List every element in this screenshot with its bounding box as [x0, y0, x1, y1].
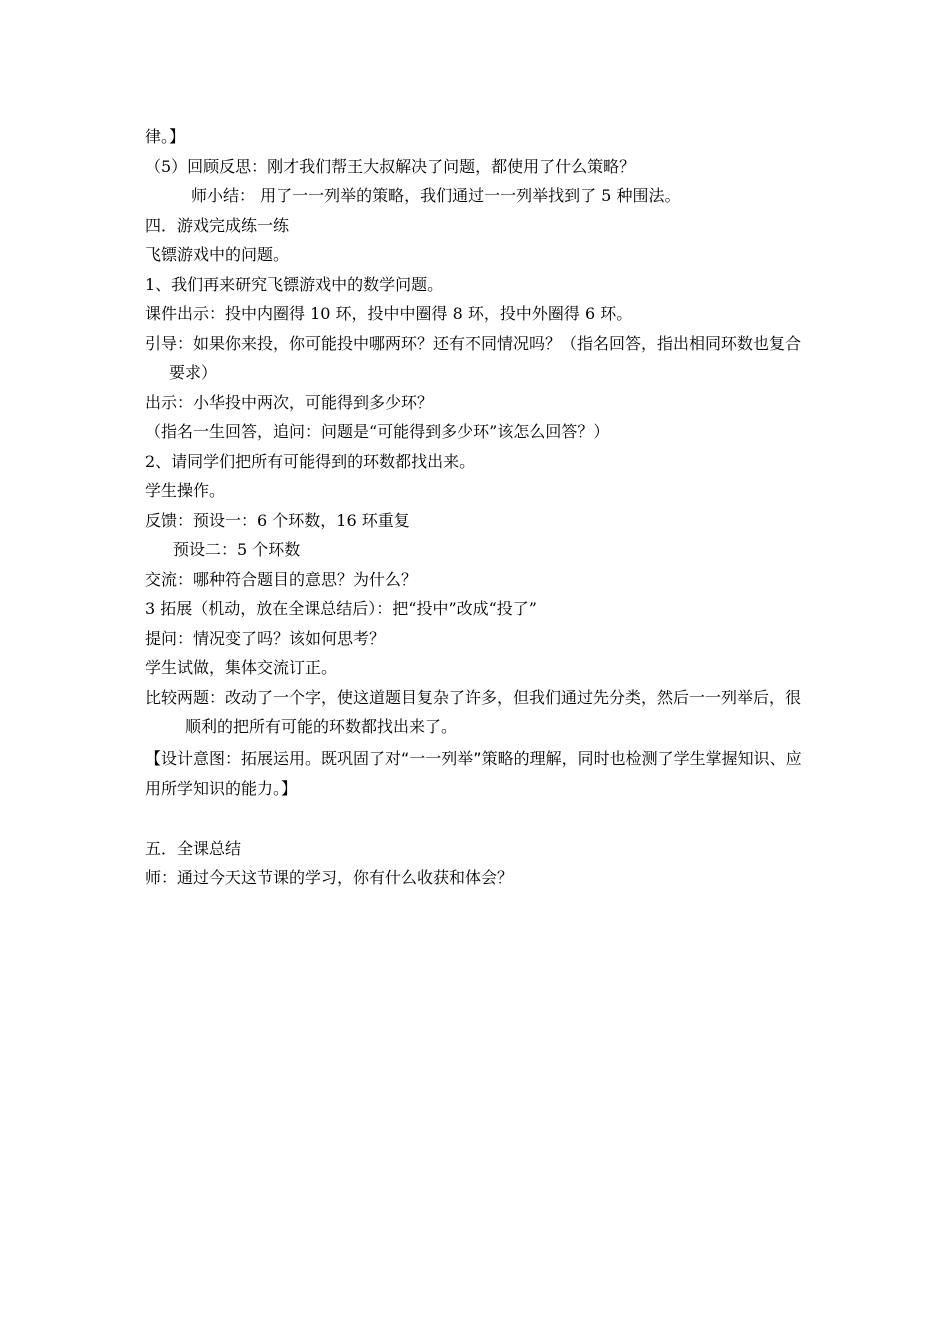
text-line: 课件出示：投中内圈得 10 环，投中中圈得 8 环，投中外圈得 6 环。: [145, 304, 633, 323]
text-line: （5）回顾反思：刚才我们帮王大叔解决了问题，都使用了什么策略？: [145, 156, 636, 176]
text-line: 预设二：5 个环数: [173, 540, 301, 559]
text-line: 律。】: [145, 127, 186, 146]
text-line: 学生操作。: [145, 481, 226, 500]
text-line: 交流：哪种符合题目的意思？为什么？: [145, 569, 418, 589]
document-page: [145, 122, 815, 893]
text-line: （指名一生回答，追问：问题是“可能得到多少环”该怎么回答？）: [145, 422, 610, 441]
text-paragraph: 引导：如果你来投，你可能投中哪两环？还有不同情况吗？（指名回答，指出相同环数也复合要求）: [145, 333, 802, 382]
text-line: 反馈：预设一：6 个环数，16 环重复: [145, 510, 410, 530]
text-line: 2、请同学们把所有可能得到的环数都找出来。: [145, 451, 476, 471]
text-line: 1、我们再来研究飞镖游戏中的数学问题。: [145, 274, 444, 294]
text-line: 师：通过今天这节课的学习，你有什么收获和体会？: [145, 868, 514, 887]
section-heading: 四．游戏完成练一练: [145, 215, 290, 235]
section-heading: 五．全课总结: [145, 838, 242, 858]
text-line: 飞镖游戏中的问题。: [145, 245, 290, 264]
text-line: 学生试做，集体交流订正。: [145, 658, 338, 677]
design-intent-note: 【设计意图：拓展运用。既巩固了对“一一列举”策略的理解，同时也检测了学生掌握知识、应用所学知识的能力。】: [145, 748, 802, 798]
text-line: 3 拓展（机动，放在全课总结后）：把“投中”改成“投了”: [145, 599, 537, 618]
text-line: 师小结： 用了一一列举的策略，我们通过一一列举找到了 5 种围法。: [191, 186, 681, 205]
text-line: 出示：小华投中两次，可能得到多少环？: [145, 392, 434, 412]
spacer: [145, 804, 815, 834]
text-line: 提问：情况变了吗？该如何思考？: [145, 628, 386, 648]
text-paragraph: 比较两题：改动了一个字，使这道题目复杂了许多，但我们通过先分类，然后一一列举后，很顺利的把所有可能的环数都找出来了。: [145, 687, 802, 736]
